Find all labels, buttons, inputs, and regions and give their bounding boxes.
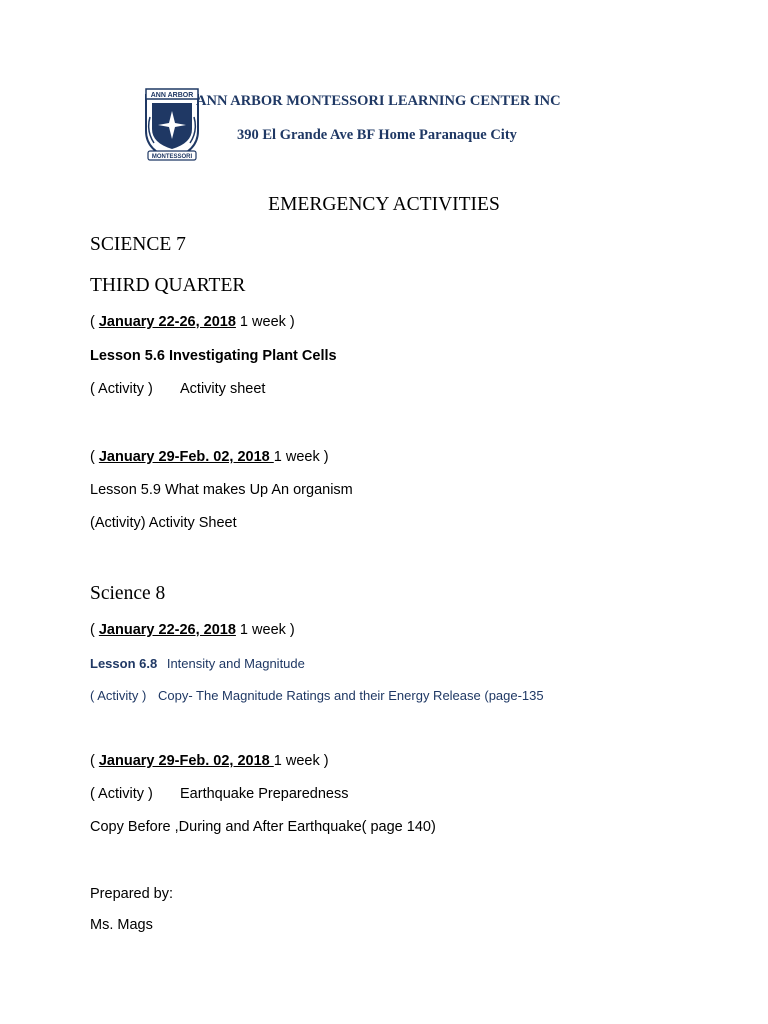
paren-open: ( [90,753,99,769]
s8-week2-date: January 29-Feb. 02, 2018 [98,753,274,769]
paren-open: ( [90,449,99,465]
prepared-by-label: Prepared by: [90,886,174,902]
s7-lesson2: Lesson 5.9 What makes Up An organism [90,482,353,498]
s8-lesson-title: Intensity and Magnitude [166,656,305,671]
duration: 1 week ) [235,314,295,330]
document-title: EMERGENCY ACTIVITIES [268,194,500,215]
s8-activity1-text: Copy- The Magnitude Ratings and their Energy Release (page-135 [157,688,544,703]
s8-week2-line [90,753,329,769]
org-address: 390 El Grande Ave BF Home Paranaque City [237,127,517,143]
s8-activity2-text: Earthquake Preparedness [180,786,349,802]
duration: 1 week ) [273,449,329,465]
paren-open: ( [90,314,99,330]
duration: 1 week ) [235,622,295,638]
s7-week2-date: January 29-Feb. 02, 2018 [98,449,274,465]
s8-lesson-line [90,656,305,671]
preparer-name: Ms. Mags [90,917,153,933]
subject-science-7: SCIENCE 7 [90,234,186,255]
school-logo [140,87,204,165]
paren-open: ( [90,622,99,638]
s8-activity1-line [90,688,544,703]
s8-week1-line [90,622,295,638]
svg-text:ANN ARBOR: ANN ARBOR [150,92,194,99]
s8-week1-date: January 22-26, 2018 [98,622,236,638]
s7-activity2: (Activity) Activity Sheet [90,515,237,531]
s7-lesson1: Lesson 5.6 Investigating Plant Cells [90,348,337,364]
s8-activity1-label: ( Activity ) [90,688,147,703]
s7-activity1-text: Activity sheet [180,381,266,397]
s7-week1-date: January 22-26, 2018 [98,314,236,330]
s8-activity2-label: ( Activity ) [90,786,153,802]
s8-copy-line: Copy Before ,During and After Earthquake( page 140) [90,819,436,835]
s7-activity1-label: ( Activity ) [90,381,153,397]
s7-week2-line [90,449,329,465]
s7-week1-line [90,314,295,330]
s8-lesson-label: Lesson 6.8 [90,656,158,671]
duration: 1 week ) [273,753,329,769]
svg-text:MONTESSORI: MONTESSORI [151,154,193,160]
quarter-heading: THIRD QUARTER [90,275,246,296]
org-name: ANN ARBOR MONTESSORI LEARNING CENTER INC [196,93,561,109]
subject-science-8: Science 8 [90,583,166,604]
